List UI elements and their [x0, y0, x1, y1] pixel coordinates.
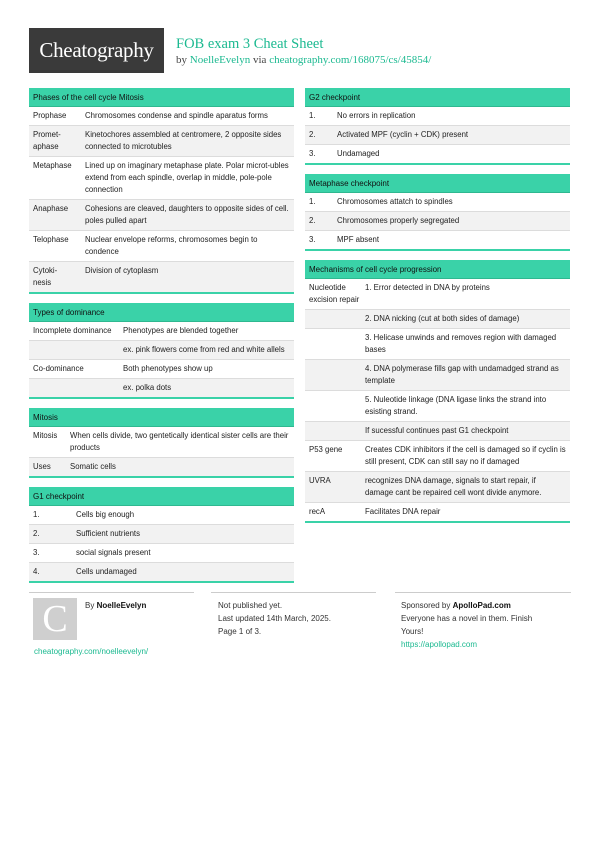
row-term: Co-dominance: [33, 364, 84, 373]
byline: [176, 54, 431, 66]
row-description: MPF absent: [337, 235, 380, 244]
section-header: Metaphase checkpoint: [305, 174, 570, 193]
table-row: [29, 563, 294, 581]
footer-author-url[interactable]: cheatography.com/noelleevelyn/: [34, 647, 149, 656]
row-term: [309, 363, 365, 387]
section-phases: [29, 88, 294, 294]
footer-author: [85, 599, 146, 612]
row-description: Chromosomes attatch to spindles: [337, 197, 453, 206]
author-link[interactable]: NoelleEvelyn: [189, 54, 251, 66]
row-description: 5. Nuleotide linkage (DNA ligase links the strand into esisting strand.: [365, 395, 547, 416]
table-row: [29, 200, 294, 231]
table-row: [29, 544, 294, 563]
table-row: [305, 422, 570, 441]
left-column: [29, 88, 294, 592]
by-prefix: by: [176, 54, 190, 66]
row-description: Chromosomes condense and spindle aparatus forms: [85, 111, 268, 120]
section-header: G2 checkpoint: [305, 88, 570, 107]
row-term: Metaphase: [33, 161, 72, 170]
table-row: [29, 157, 294, 200]
row-term: Uses: [33, 462, 51, 471]
row-term: [33, 382, 123, 394]
row-description: When cells divide, two gentetically identical sister cells are their products: [70, 431, 289, 452]
row-description: Creates CDK inhibitors if the cell is damaged so if cyclin is still present, CDK can still say no if damaged: [365, 445, 566, 466]
table-row: [29, 379, 294, 397]
last-updated: Last updated 14th March, 2025.: [218, 614, 331, 623]
row-description: Cohesions are cleaved, daughters to opposite sides of cell. poles pulled apart: [85, 204, 289, 225]
section-header: Mitosis: [29, 408, 294, 427]
row-description: Somatic cells: [70, 462, 116, 471]
table-row: [305, 503, 570, 521]
section-table: [29, 427, 294, 478]
section-table: [305, 279, 570, 523]
row-term: Promet- aphase: [33, 130, 61, 151]
row-term: 3.: [33, 548, 40, 557]
section-g2: [305, 88, 570, 165]
section-header: Phases of the cell cycle Mitosis: [29, 88, 294, 107]
table-row: [305, 279, 570, 310]
author-avatar[interactable]: [33, 598, 77, 640]
table-row: [29, 341, 294, 360]
section-mitosis: [29, 408, 294, 478]
row-term: Cytoki- nesis: [33, 266, 58, 287]
row-description: Undamaged: [337, 149, 380, 158]
table-row: [305, 231, 570, 249]
section-metaphase-checkpoint: [305, 174, 570, 251]
page-title: FOB exam 3 Cheat Sheet: [176, 36, 324, 52]
row-term: 1.: [309, 197, 316, 206]
row-term: Incomplete dominance: [33, 326, 112, 335]
row-description: 3. Helicase unwinds and removes region with damaged bases: [365, 333, 557, 354]
row-description: Cells undamaged: [76, 567, 137, 576]
table-row: [29, 262, 294, 292]
row-description: Activated MPF (cyclin + CDK) present: [337, 130, 469, 139]
row-term: P53 gene: [309, 445, 343, 454]
row-description: social signals present: [76, 548, 151, 557]
row-description: Facilitates DNA repair: [365, 507, 441, 516]
right-column: [305, 88, 570, 532]
row-term: UVRA: [309, 476, 331, 485]
row-description: ex. polka dots: [123, 383, 172, 392]
row-description: 2. DNA nicking (cut at both sides of damage): [365, 314, 520, 323]
published-status: Not published yet.: [218, 601, 283, 610]
row-description: 1. Error detected in DNA by proteins: [365, 283, 490, 292]
row-term: [309, 394, 365, 418]
row-description: Division of cytoplasm: [85, 266, 159, 275]
row-term: [309, 332, 365, 356]
footer-rule-1: [29, 592, 194, 593]
row-description: Phenotypes are blended together: [123, 326, 239, 335]
sponsor-url[interactable]: https://apollopad.com: [401, 640, 478, 649]
table-row: [305, 193, 570, 212]
footer-rule-2: [211, 592, 376, 593]
via-text: via: [250, 54, 270, 66]
table-row: [305, 441, 570, 472]
table-row: [29, 506, 294, 525]
row-description: If sucessful continues past G1 checkpoint: [365, 426, 509, 435]
row-description: Nuclear envelope reforms, chromosomes begin to condence: [85, 235, 258, 256]
row-description: Both phenotypes show up: [123, 364, 213, 373]
table-row: [305, 391, 570, 422]
section-g1: [29, 487, 294, 583]
sponsor-line: [401, 599, 551, 612]
sponsor-name[interactable]: ApolloPad.com: [452, 601, 511, 610]
table-row: [305, 360, 570, 391]
table-row: [29, 107, 294, 126]
sponsor-prefix: Sponsored by: [401, 601, 453, 610]
row-description: recognizes DNA damage, signals to start repair, if damage cant be repaired cell wont divide anymore.: [365, 476, 542, 497]
row-term: Prophase: [33, 111, 67, 120]
footer-rule-3: [395, 592, 571, 593]
section-header: Mechanisms of cell cycle progression: [305, 260, 570, 279]
section-mechanisms: [305, 260, 570, 523]
table-row: [305, 310, 570, 329]
table-row: [305, 212, 570, 231]
row-description: Kinetochores assembled at centromere, 2 opposite sides connected to microtubles: [85, 130, 282, 151]
row-term: recA: [309, 507, 326, 516]
row-description: Lined up on imaginary metaphase plate. Polar microt-ubles extend from each spindle, overlap in middle, pole-pole connection: [85, 161, 289, 194]
row-term: Mitosis: [33, 431, 58, 440]
row-description: Cells big enough: [76, 510, 135, 519]
row-term: Telophase: [33, 235, 69, 244]
sheet-url-link[interactable]: cheatography.com/168075/cs/45854/: [269, 54, 432, 66]
section-dominance: [29, 303, 294, 399]
section-table: [29, 322, 294, 399]
row-term: Nucleotide excision repair: [309, 283, 360, 304]
row-term: 3.: [309, 149, 316, 158]
footer-sponsor: [401, 599, 551, 651]
avatar-letter: C: [42, 598, 68, 640]
table-row: [29, 525, 294, 544]
row-term: 1.: [33, 510, 40, 519]
table-row: [305, 472, 570, 503]
row-description: ex. pink flowers come from red and white allels: [123, 345, 285, 354]
row-term: 2.: [33, 529, 40, 538]
section-table: [305, 193, 570, 251]
table-row: [29, 360, 294, 379]
section-header: Types of dominance: [29, 303, 294, 322]
table-row: [29, 427, 294, 458]
row-term: 2.: [309, 130, 316, 139]
table-row: [29, 322, 294, 341]
table-row: [29, 458, 294, 476]
row-term: [309, 425, 365, 437]
footer-meta: [218, 599, 388, 638]
table-row: [305, 126, 570, 145]
section-table: [305, 107, 570, 165]
footer-author-name[interactable]: NoelleEvelyn: [96, 601, 147, 610]
row-term: 1.: [309, 111, 316, 120]
table-row: [29, 126, 294, 157]
row-description: Sufficient nutrients: [76, 529, 141, 538]
row-term: 2.: [309, 216, 316, 225]
table-row: [305, 145, 570, 163]
section-table: [29, 107, 294, 294]
row-description: Chromosomes properly segregated: [337, 216, 460, 225]
row-term: 3.: [309, 235, 316, 244]
page-number: Page 1 of 3.: [218, 627, 262, 636]
row-description: 4. DNA polymerase fills gap with undamadged strand as template: [365, 364, 559, 385]
logo-text: Cheatography: [39, 38, 154, 62]
row-term: [33, 344, 123, 356]
sponsor-text: Everyone has a novel in them. Finish Yours!: [401, 614, 533, 636]
row-term: Anaphase: [33, 204, 69, 213]
footer-by-label: By: [85, 601, 97, 610]
table-row: [29, 231, 294, 262]
table-row: [305, 107, 570, 126]
cheatography-logo[interactable]: [29, 28, 164, 73]
row-description: No errors in replication: [337, 111, 416, 120]
section-table: [29, 506, 294, 583]
section-header: G1 checkpoint: [29, 487, 294, 506]
table-row: [305, 329, 570, 360]
row-term: [309, 313, 365, 325]
row-term: 4.: [33, 567, 40, 576]
